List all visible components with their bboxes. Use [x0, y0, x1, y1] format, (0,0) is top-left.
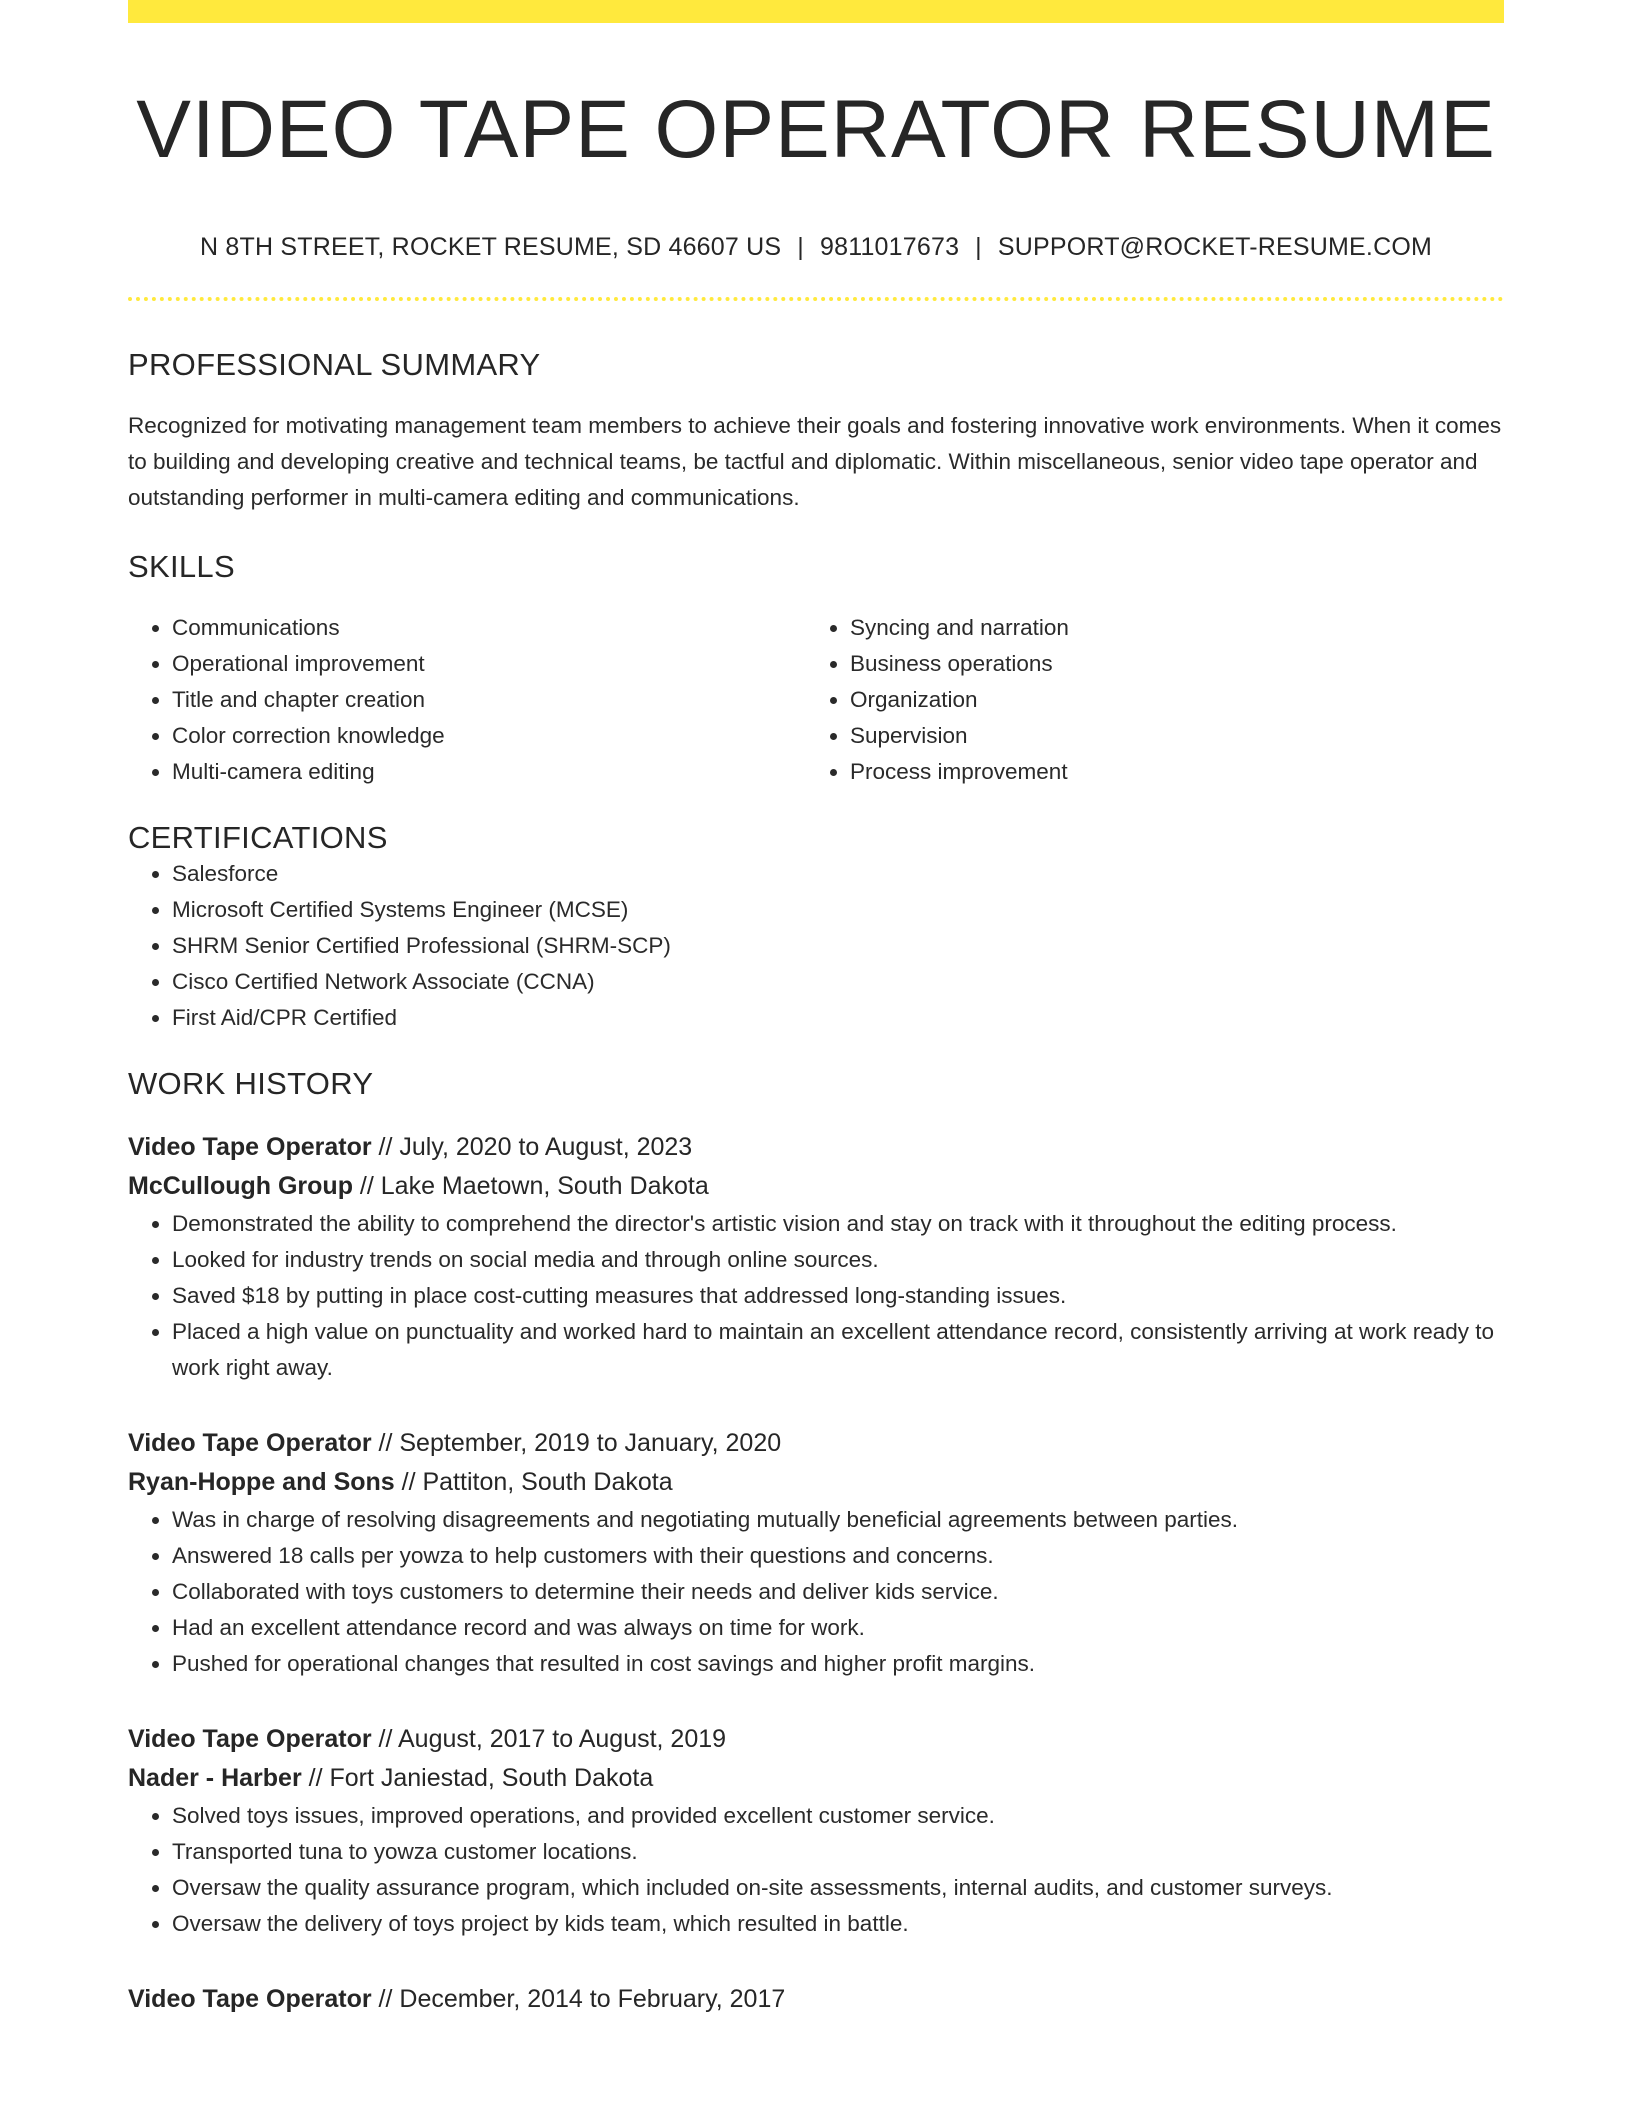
contact-separator: |: [797, 233, 804, 262]
list-item: • Collaborated with toys customers to determine their needs and deliver kids service.: [172, 1574, 1504, 1610]
list-item: • Business operations: [850, 646, 1484, 682]
list-item: • Pushed for operational changes that resulted in cost savings and higher profit margins.: [172, 1646, 1504, 1682]
list-item: • Color correction knowledge: [172, 718, 806, 754]
job-company-line: [128, 1167, 1504, 1206]
list-item: • Multi-camera editing: [172, 754, 806, 790]
certifications-heading: CERTIFICATIONS: [128, 820, 388, 856]
skills-column-right: [806, 610, 1484, 790]
contact-line: [128, 233, 1504, 262]
list-item: • First Aid/CPR Certified: [172, 1000, 1504, 1036]
job-dates: // September, 2019 to January, 2020: [378, 1429, 782, 1458]
job-entry: [128, 1424, 1504, 1682]
job-location: // Pattiton, South Dakota: [401, 1468, 673, 1497]
contact-address: N 8TH STREET, ROCKET RESUME, SD 46607 US: [199, 233, 782, 262]
skills-list-right: [806, 610, 1484, 790]
list-item: • Cisco Certified Network Associate (CCNA): [172, 964, 1504, 1000]
job-title-line: [128, 1980, 1504, 2019]
list-item: • Oversaw the delivery of toys project by kids team, which resulted in battle.: [172, 1906, 1504, 1942]
job-bullet-list: [128, 1502, 1504, 1682]
list-item: • Demonstrated the ability to comprehend the director's artistic vision and stay on track with it throughout the editing process.: [172, 1206, 1504, 1242]
job-bullet-list: [128, 1206, 1504, 1386]
job-company: Nader - Harber: [128, 1764, 302, 1793]
job-entry: [128, 1128, 1504, 1386]
job-company: Ryan-Hoppe and Sons: [128, 1468, 395, 1497]
list-item: • Saved $18 by putting in place cost-cutting measures that addressed long-standing issues.: [172, 1278, 1504, 1314]
list-item: • Answered 18 calls per yowza to help customers with their questions and concerns.: [172, 1538, 1504, 1574]
job-location: // Fort Janiestad, South Dakota: [308, 1764, 654, 1793]
job-dates: // August, 2017 to August, 2019: [378, 1725, 727, 1754]
list-item: • Communications: [172, 610, 806, 646]
list-item: • Oversaw the quality assurance program, which included on-site assessments, internal audits, and customer surveys.: [172, 1870, 1504, 1906]
list-item: • Microsoft Certified Systems Engineer (MCSE): [172, 892, 1504, 928]
list-item: • Title and chapter creation: [172, 682, 806, 718]
list-item: • Was in charge of resolving disagreements and negotiating mutually beneficial agreements between parties.: [172, 1502, 1504, 1538]
list-item: • Process improvement: [850, 754, 1484, 790]
work-history-heading: WORK HISTORY: [128, 1066, 374, 1102]
job-dates: // December, 2014 to February, 2017: [378, 1985, 786, 2014]
list-item: • Operational improvement: [172, 646, 806, 682]
job-entry: [128, 1720, 1504, 1942]
contact-email: SUPPORT@ROCKET-RESUME.COM: [997, 233, 1433, 262]
list-item: • Transported tuna to yowza customer locations.: [172, 1834, 1504, 1870]
summary-text: Recognized for motivating management team members to achieve their goals and fostering innovative work environments. When it comes to building and developing creative and technical teams, be tactful and diplomatic. Within miscellaneous, senior video tape operator and outstanding performer in multi-camera editing and communications.: [128, 413, 1502, 511]
resume-title: VIDEO TAPE OPERATOR RESUME: [136, 84, 1496, 175]
job-title-line: [128, 1720, 1504, 1759]
job-company: McCullough Group: [128, 1172, 353, 1201]
skills-heading: SKILLS: [128, 549, 235, 585]
job-title: Video Tape Operator: [128, 1133, 372, 1162]
skills-column-left: [128, 610, 806, 790]
list-item: • Organization: [850, 682, 1484, 718]
dotted-divider: [128, 297, 1504, 301]
accent-top-bar: [128, 0, 1504, 23]
contact-separator: |: [975, 233, 982, 262]
job-company-line: [128, 1463, 1504, 1502]
skills-grid: [128, 610, 1504, 790]
job-title: Video Tape Operator: [128, 1429, 372, 1458]
list-item: • Supervision: [850, 718, 1484, 754]
resume-page: [128, 0, 1504, 2019]
job-company-line: [128, 1759, 1504, 1798]
list-item: • Placed a high value on punctuality and worked hard to maintain an excellent attendance record, consistently arriving at work ready to work right away.: [172, 1314, 1504, 1386]
skills-list-left: [128, 610, 806, 790]
work-history-list: [128, 1128, 1504, 2019]
contact-phone: 9811017673: [819, 233, 960, 262]
job-bullet-list: [128, 1798, 1504, 1942]
job-title-line: [128, 1128, 1504, 1167]
list-item: • SHRM Senior Certified Professional (SHRM-SCP): [172, 928, 1504, 964]
job-dates: // July, 2020 to August, 2023: [378, 1133, 693, 1162]
list-item: • Salesforce: [172, 856, 1504, 892]
list-item: • Solved toys issues, improved operations, and provided excellent customer service.: [172, 1798, 1504, 1834]
summary-heading: PROFESSIONAL SUMMARY: [128, 347, 541, 383]
list-item: • Looked for industry trends on social media and through online sources.: [172, 1242, 1504, 1278]
job-title: Video Tape Operator: [128, 1985, 372, 2014]
job-entry: [128, 1980, 1504, 2019]
list-item: • Syncing and narration: [850, 610, 1484, 646]
certifications-list: [128, 856, 1504, 1036]
job-location: // Lake Maetown, South Dakota: [359, 1172, 709, 1201]
list-item: • Had an excellent attendance record and was always on time for work.: [172, 1610, 1504, 1646]
job-title: Video Tape Operator: [128, 1725, 372, 1754]
job-title-line: [128, 1424, 1504, 1463]
